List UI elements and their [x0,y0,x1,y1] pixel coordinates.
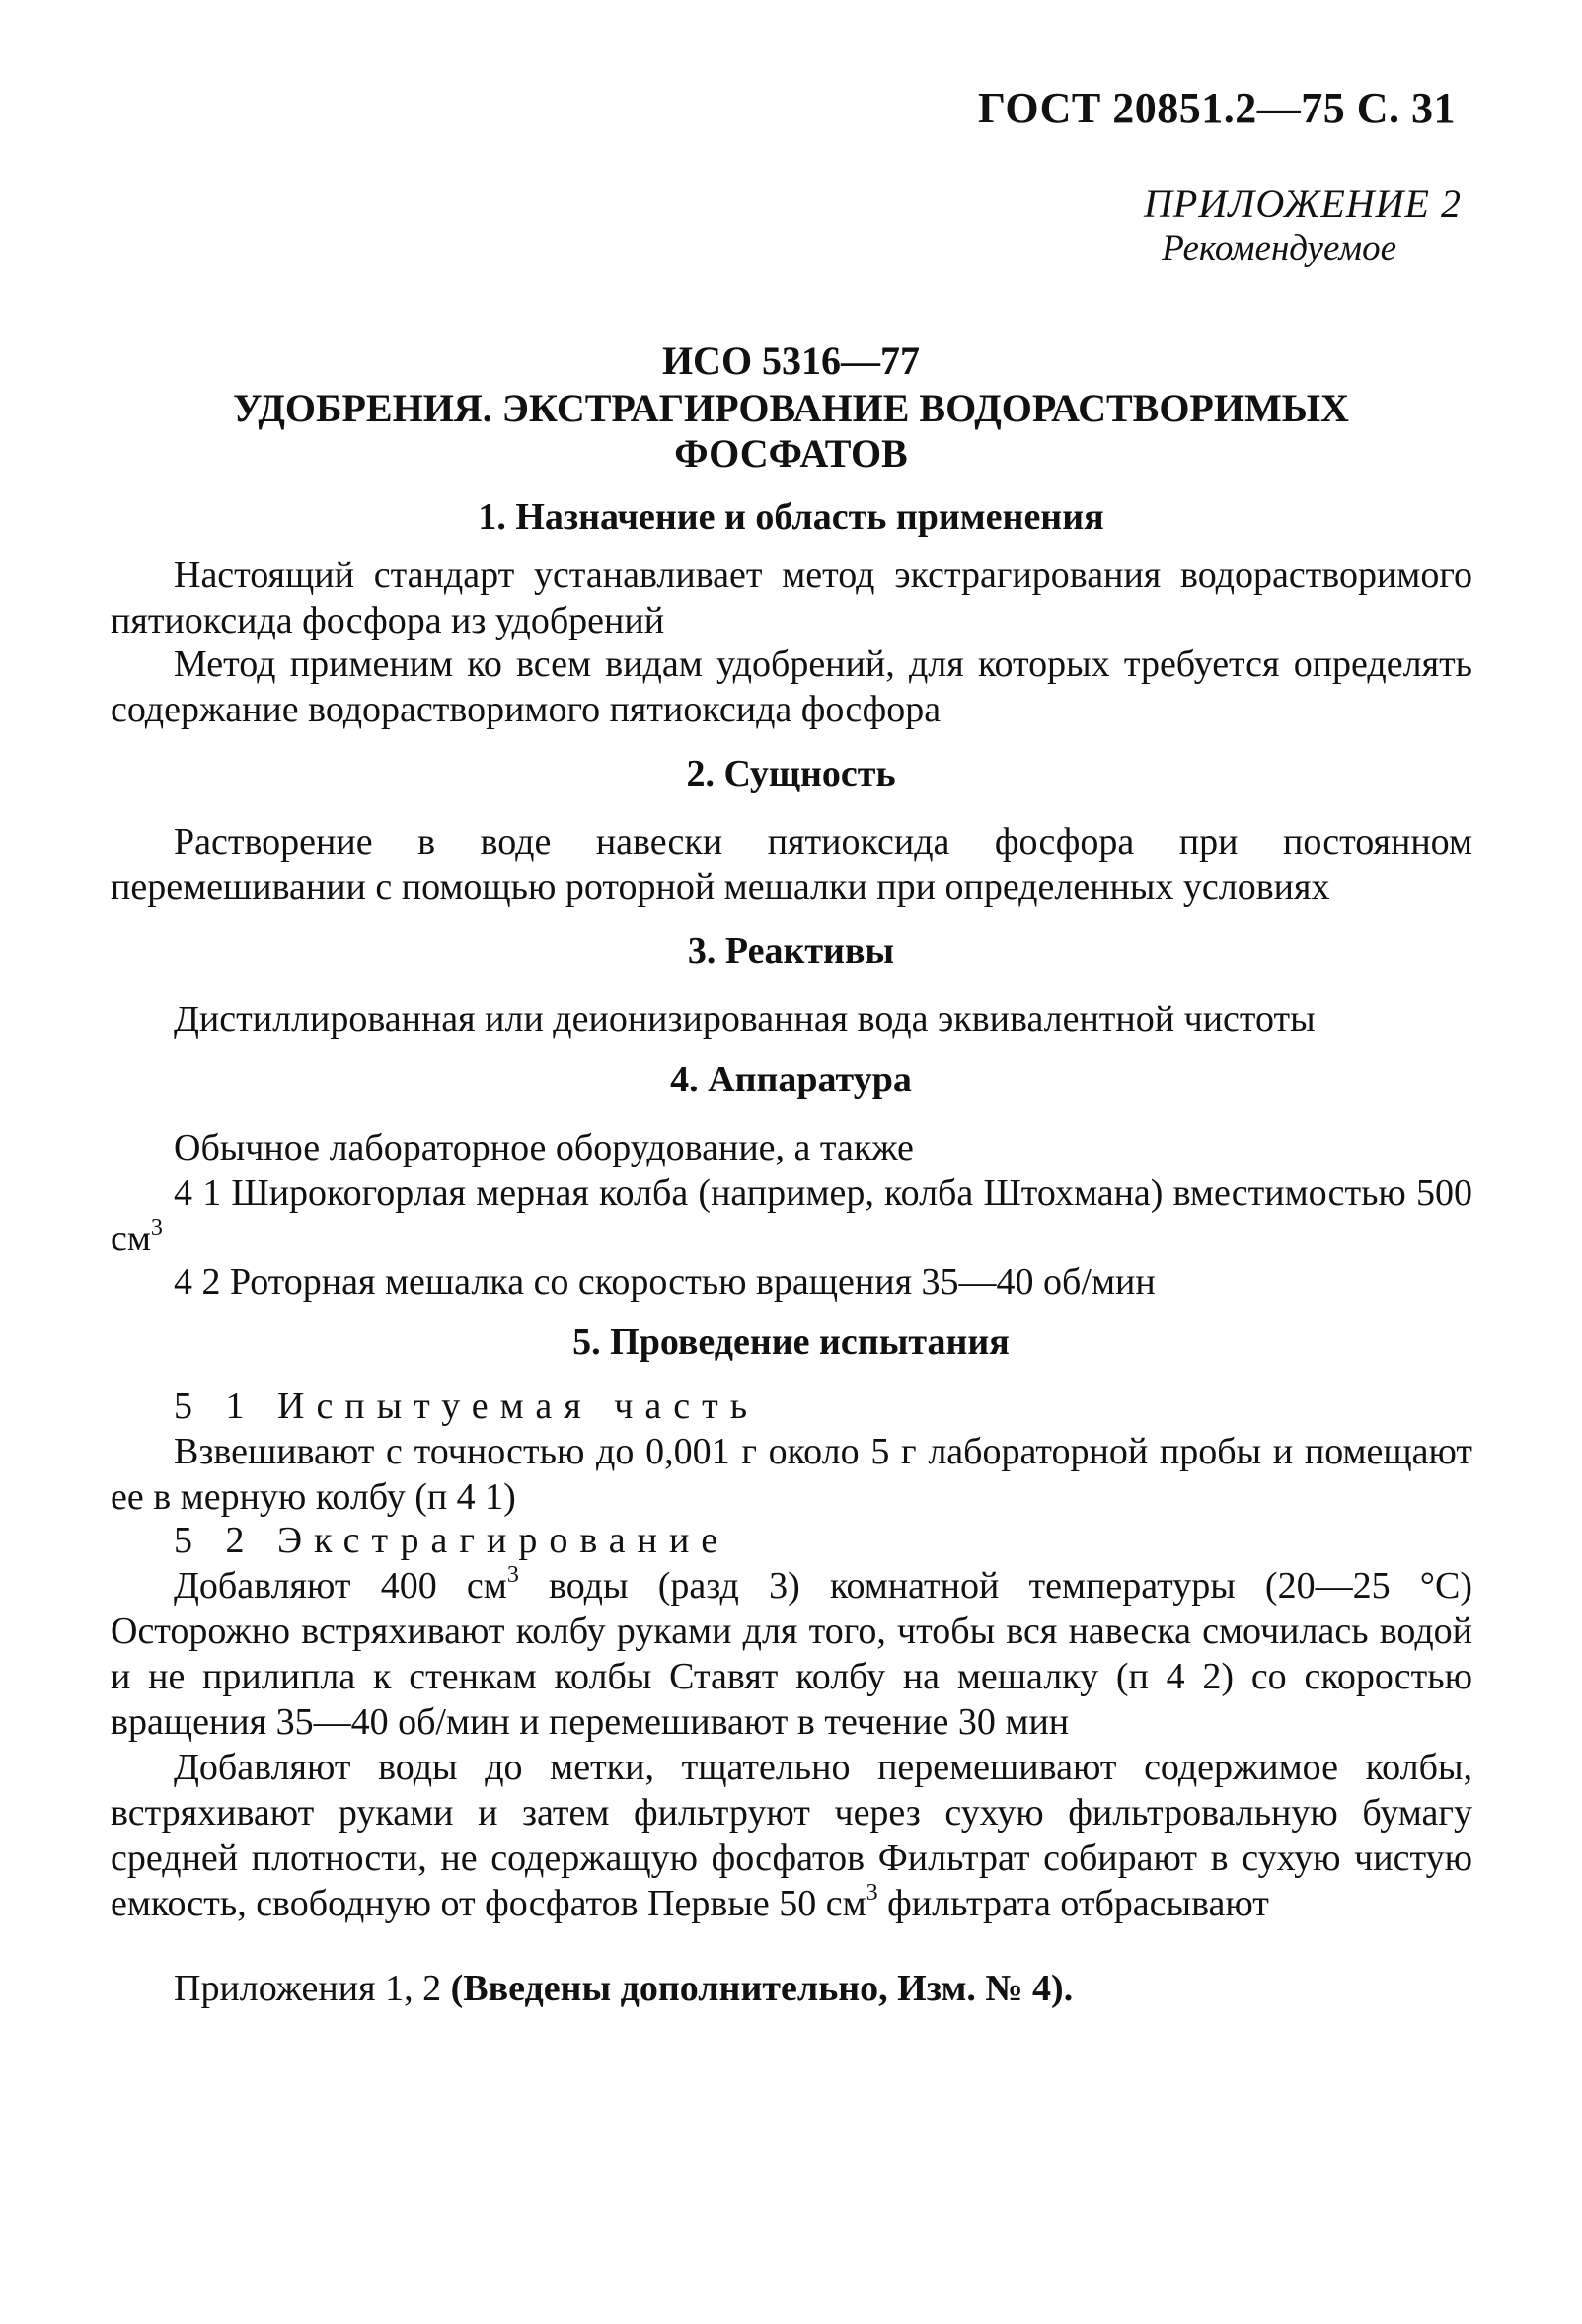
section-heading-procedure: 5. Проведение испытания [572,1321,1010,1363]
paragraph-filtration [111,1745,1472,1926]
superscript: 3 [150,1215,163,1240]
paragraph: Растворение в воде навески пятиоксида фосфора при постоянном перемешивании с помощью роторной мешалки при определенных условиях [111,821,1472,908]
flask-text: 4 1 Широкогорлая мерная колба (например, колба Штохмана) вместимостью 500 см [111,1172,1472,1259]
paragraph: Настоящий стандарт устанавливает метод экстрагирования водорастворимого пятиоксида фосфора из удобрений [111,555,1472,641]
amendment-note [111,1966,1472,2011]
document-title-line: УДОБРЕНИЯ. ЭКСТРАГИРОВАНИЕ ВОДОРАСТВОРИМЫХ [233,386,1349,430]
paragraph: Дистиллированная или деионизированная вода эквивалентной чистоты [174,999,1316,1040]
paragraph: 4 2 Роторная мешалка со скоростью вращения 35—40 об/мин [174,1261,1156,1303]
superscript: 3 [866,1880,878,1906]
paragraph-extraction [111,1563,1472,1745]
filtration-text-b: фильтрата отбрасывают [877,1883,1269,1924]
section-heading-reagents: 3. Реактивы [687,931,895,972]
extraction-text-b: воды (разд 3) комнатной температуры (20—25 °С) Осторожно встряхивают колбу руками для того, чтобы вся навеска смочилась водой и не прилипла к стенкам колбы Ставят колбу на мешалку (п 4 2) со скоростью вращения 35—40 об/мин и перемешивают в течение 30 мин [111,1565,1472,1743]
paragraph: Метод применим ко всем видам удобрений, для которых требуется определять содержание водорастворимого пятиоксида фосфора [111,643,1472,730]
document-title-line: ФОСФАТОВ [674,431,908,476]
section-heading-scope: 1. Назначение и область применения [478,496,1104,538]
appendix-status: Рекомендуемое [1162,228,1396,268]
superscript: 3 [506,1562,519,1588]
section-heading-principle: 2. Сущность [686,753,896,794]
extraction-text-a: Добавляют 400 см [174,1565,507,1607]
subsection-title-test-portion: 5 1 Испытуемая часть [174,1386,760,1427]
paragraph: Взвешивают с точностью до 0,001 г около 5 г лабораторной пробы и помещают ее в мерную колбу (п 4 1) [111,1431,1472,1518]
appendix-label: ПРИЛОЖЕНИЕ 2 [1144,182,1462,226]
section-heading-apparatus: 4. Аппаратура [670,1059,912,1100]
page-header-doc-ref: ГОСТ 20851.2—75 С. 31 [977,84,1456,132]
paragraph-apparatus-flask [111,1170,1472,1261]
filtration-text-a: Добавляют воды до метки, тщательно перемешивают содержимое колбы, встряхивают руками и затем фильтруют через сухую фильтровальную бумагу средней плотности, не содержащую фосфатов Фильтрат собирают в сухую чистую емкость, свободную от фосфатов Первые 50 см [111,1747,1472,1924]
subsection-title-extraction: 5 2 Экстрагирование [174,1520,730,1561]
amendment-note-plain: Приложения 1, 2 [174,1968,451,2009]
amendment-note-bold: (Введены дополнительно, Изм. № 4). [450,1968,1074,2009]
paragraph: Обычное лабораторное оборудование, а также [174,1127,914,1168]
document-title-standard: ИСО 5316—77 [661,338,921,383]
